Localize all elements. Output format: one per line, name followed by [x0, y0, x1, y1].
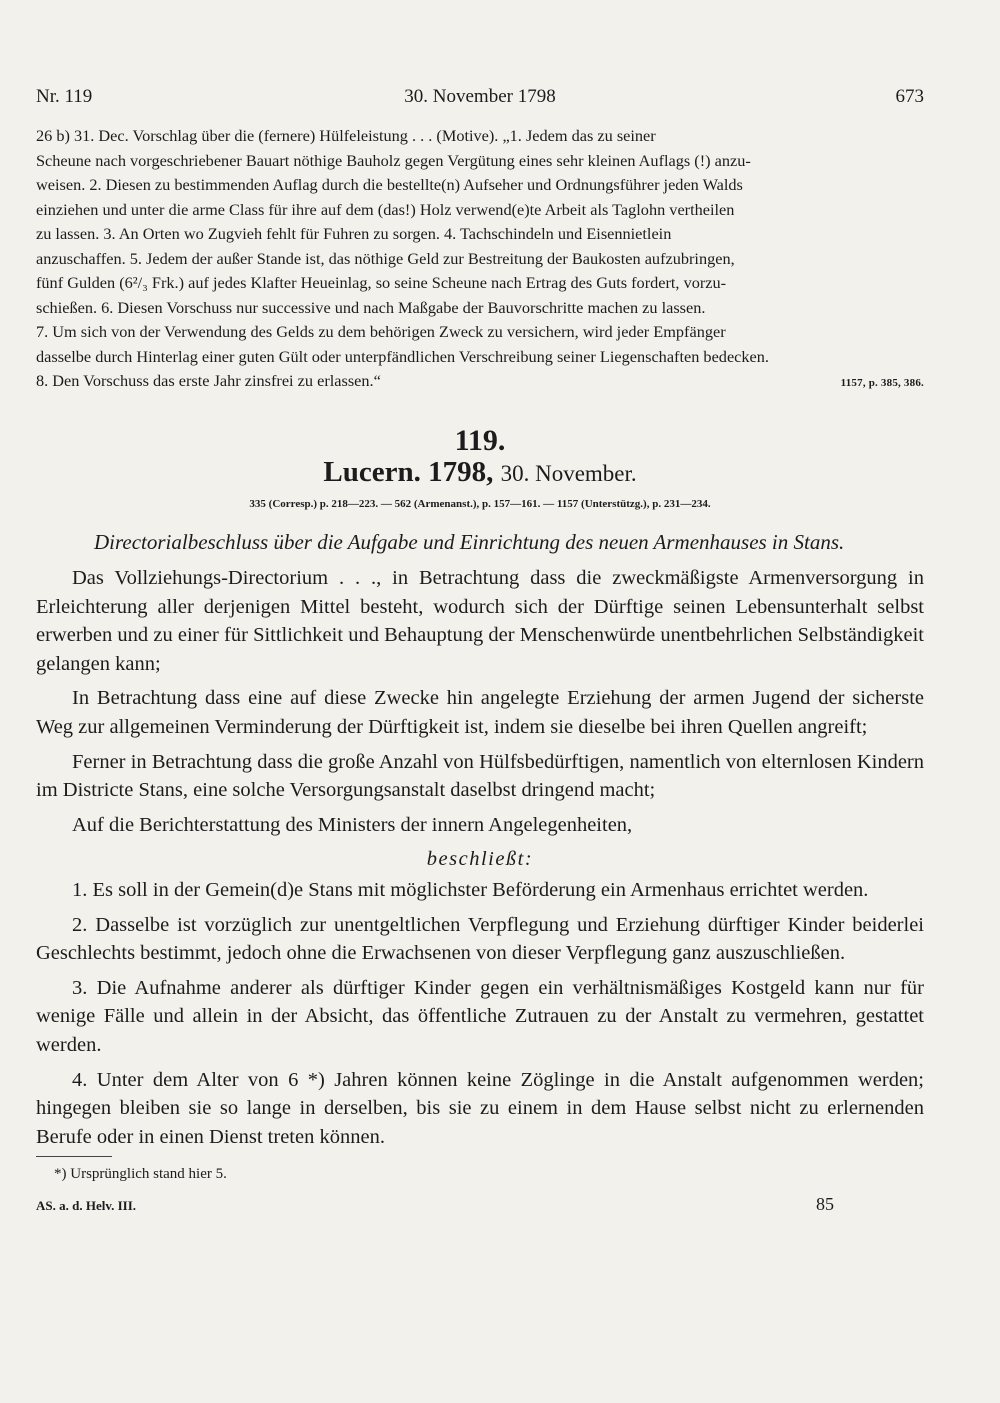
document-place-date [36, 456, 924, 489]
source-reference: 1157, p. 385, 386. [840, 377, 924, 389]
body-paragraph: Das Vollziehungs-Directorium . . ., in Betrachtung dass die zweckmäßigste Armenversorgung in Erleichterung aller derjenigen Mittel besteht, wodurch sich der Dürftige seinen Lebensunterhalt selbst erwerben und zu einer für Sittlichkeit und Behauptung der Menschenwürde unentbehrlichen Selbständigkeit gelangen kann; [36, 567, 924, 675]
prev-last-line [36, 369, 924, 396]
prev-line: fünf Gulden (6²/₃ Frk.) auf jedes Klafter Heueinlag, so seine Scheune nach Ertrag des Guts fordert, vorzu- [36, 273, 727, 292]
article-4: 4. Unter dem Alter von 6 *) Jahren können keine Zöglinge in die Anstalt aufgenommen werden; hingegen bleiben sie so lange in derselben, bis sie zu einem in dem Hause selbst nicht zu erlernenden Berufe oder in einen Dienst treten können. [36, 1068, 924, 1148]
document-page [36, 0, 924, 1403]
previous-entry [36, 124, 924, 396]
sheet-signature: AS. a. d. Helv. III. [36, 1198, 137, 1213]
document-place: Lucern. [323, 456, 421, 488]
prev-line: schießen. 6. Diesen Vorschuss nur successive und nach Maßgabe der Bauvorschritte machen zu lassen. [36, 297, 706, 317]
footnote: *) Ursprünglich stand hier 5. [54, 1166, 227, 1182]
running-header [36, 86, 924, 112]
document-day: 30. November. [500, 461, 637, 486]
article-2: 2. Dasselbe ist vorzüglich zur unentgeltlichen Verpflegung und Erziehung dürftiger Kinder beiderlei Geschlechts bestimmt, jedoch ohne die Erwachsenen von dieser Verpflegung ganz auszuschließen. [36, 913, 924, 965]
prev-line: anzuschaffen. 5. Jedem der außer Stande ist, das nöthige Geld zur Bestreitung der Baukosten aufzubringen, [36, 248, 735, 268]
resolution-heading: beschließt: [426, 848, 534, 871]
prev-line: Scheune nach vorgeschriebener Bauart nöthige Bauholz gegen Vergütung eines sehr kleinen Auflags (!) anzu- [36, 150, 751, 170]
prev-line: weisen. 2. Diesen zu bestimmenden Auflag durch die bestellte(n) Aufseher und Ordnungsführer jeden Walds [36, 175, 743, 194]
document-rubric: Directorialbeschluss über die Aufgabe und Einrichtung des neuen Armenhauses in Stans. [94, 530, 845, 554]
header-doc-number: Nr. 119 [36, 86, 93, 107]
prev-line: 26 b) 31. Dec. Vorschlag über die (fernere) Hülfeleistung . . . (Motive). „1. Jedem das zu seiner [36, 126, 656, 145]
document-number: 119. [454, 424, 506, 457]
body-paragraph: Ferner in Betrachtung dass die große Anzahl von Hülfsbedürftigen, namentlich von elternlosen Kindern im Districte Stans, eine solche Versorgungsanstalt daselbst dringend macht; [36, 750, 924, 802]
sheet-number: 85 [816, 1194, 834, 1214]
article-3: 3. Die Aufnahme anderer als dürftiger Kinder gegen ein verhältnismäßiges Kostgeld kann nur für wenige Fälle und allein in der Absicht, das öffentliche Zutrauen zu der Anstalt zu vermehren, gestattet werden. [36, 976, 924, 1056]
body-paragraph: Auf die Berichterstattung des Ministers der innern Angelegenheiten, [72, 813, 633, 836]
archive-references: 335 (Corresp.) p. 218—223. — 562 (Armenanst.), p. 157—161. — 1157 (Unterstützg.), p. 231—234. [249, 498, 711, 510]
prev-line: zu lassen. 3. An Orten wo Zugvieh fehlt für Fuhren zu sorgen. 4. Tachschindeln und Eisennietlein [36, 224, 672, 243]
prev-line: 8. Den Vorschuss das erste Jahr zinsfrei zu erlassen.“ [36, 371, 381, 390]
footnote-rule [36, 1156, 112, 1157]
header-date: 30. November 1798 [404, 86, 556, 107]
prev-line: 7. Um sich von der Verwendung des Gelds zu dem behörigen Zweck zu versichern, wird jeder Empfänger [36, 322, 726, 341]
prev-line: einziehen und unter die arme Class für ihre auf dem (das!) Holz verwend(e)te Arbeit als Taglohn vertheilen [36, 199, 735, 219]
body-paragraph: In Betrachtung dass eine auf diese Zwecke hin angelegte Erziehung der armen Jugend der sicherste Weg zur allgemeinen Verminderung der Dürftigkeit ist, indem sie dieselbe bei ihren Quellen angreift; [36, 687, 924, 738]
prev-line: dasselbe durch Hinterlag einer guten Gült oder unterpfändlichen Verschreibung seiner Liegenschaften bedecken. [36, 346, 769, 366]
document-body [36, 564, 924, 1157]
document-year: 1798, [428, 456, 494, 488]
header-page-number: 673 [895, 86, 924, 107]
article-1: 1. Es soll in der Gemein(d)e Stans mit möglichster Beförderung ein Armenhaus errichtet werden. [72, 878, 869, 901]
